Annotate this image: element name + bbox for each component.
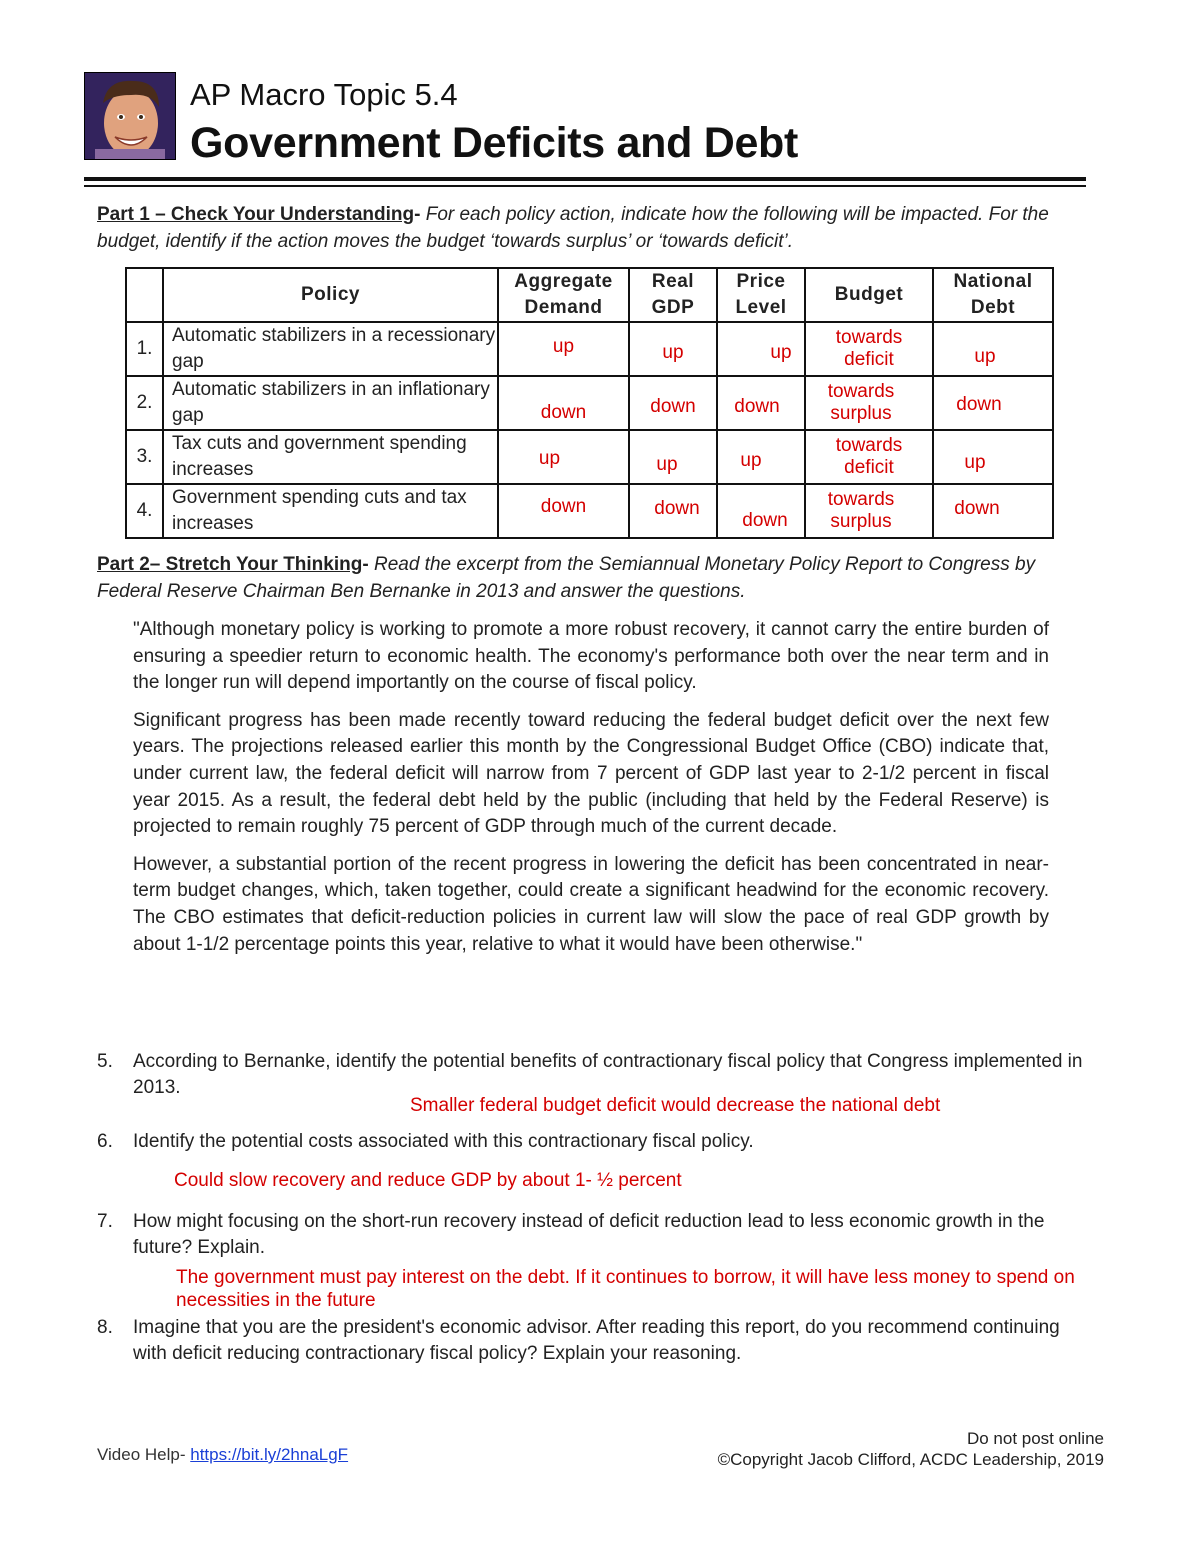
price-answer: up bbox=[770, 342, 792, 363]
national-debt-header: National Debt bbox=[933, 268, 1053, 322]
debt-answer: up bbox=[974, 346, 996, 367]
answer-5: Smaller federal budget deficit would decrease the national debt bbox=[410, 1095, 941, 1116]
part1-instructions: For each policy action, indicate how the following will be impacted. For the budget, identify if the action moves the budget ‘towards surplus’ or ‘towards deficit’. bbox=[97, 204, 1049, 252]
answer-7: The government must pay interest on the debt. If it continues to borrow, it will have less money to spend on necessities in the future bbox=[176, 1267, 1075, 1311]
question-text: How might focusing on the short-run recovery instead of deficit reduction lead to less economic growth in the future? Explain. bbox=[133, 1211, 1045, 1258]
ad-answer: down bbox=[540, 402, 587, 423]
gdp-answer-cell bbox=[629, 430, 717, 484]
table-row bbox=[126, 376, 1053, 430]
copyright-block bbox=[718, 1428, 1104, 1470]
page-title: Government Deficits and Debt bbox=[190, 119, 799, 167]
policy-header: Policy bbox=[163, 268, 498, 322]
author-face-image bbox=[85, 73, 175, 159]
topic-label: AP Macro Topic 5.4 bbox=[190, 77, 458, 112]
price-answer: up bbox=[740, 450, 762, 471]
gdp-answer: down bbox=[654, 498, 700, 519]
policy-cell: Tax cuts and government spending increases bbox=[163, 430, 498, 484]
header-divider-thin bbox=[84, 185, 1086, 187]
budget-answer: towards surplus bbox=[827, 489, 895, 532]
ad-answer: up bbox=[538, 448, 561, 469]
video-help-label: Video Help- bbox=[97, 1445, 191, 1464]
excerpt-paragraph: "Although monetary policy is working to promote a more robust recovery, it cannot carry the entire burden of ensuring a speedier return to economic health. The economy's performance both over the near term and in the longer run will depend importantly on the course of fiscal policy. bbox=[133, 619, 1049, 694]
debt-answer-cell bbox=[933, 322, 1053, 376]
debt-answer: up bbox=[964, 452, 986, 473]
price-answer-cell bbox=[717, 430, 805, 484]
budget-answer: towards surplus bbox=[827, 381, 895, 424]
budget-header: Budget bbox=[805, 268, 933, 322]
budget-answer-cell bbox=[805, 484, 933, 538]
real-gdp-header: Real GDP bbox=[629, 268, 717, 322]
part2-instructions: Read the excerpt from the Semiannual Monetary Policy Report to Congress by Federal Reserve Chairman Ben Bernanke in 2013 and answer the questions. bbox=[97, 554, 1036, 602]
excerpt-paragraph: Significant progress has been made recently toward reducing the federal budget deficit over the next few years. The projections released earlier this month by the Congressional Budget Office (CBO) indicate that, under current law, the federal deficit will narrow from 7 percent of GDP last year to 2-1/2 percent in fiscal year 2015. As a result, the federal debt held by the public (including that held by the Federal Reserve) is projected to remain roughly 75 percent of GDP through much of the current decade. bbox=[133, 709, 1049, 838]
budget-answer: towards deficit bbox=[835, 327, 903, 370]
price-answer: down bbox=[742, 510, 788, 531]
debt-answer-cell bbox=[933, 376, 1053, 430]
part2-heading: Part 2– Stretch Your Thinking bbox=[97, 554, 363, 575]
gdp-answer-cell bbox=[629, 484, 717, 538]
table-row bbox=[126, 322, 1053, 376]
row-number: 1. bbox=[126, 322, 163, 376]
gdp-answer: up bbox=[662, 342, 684, 363]
excerpt-paragraph: However, a substantial portion of the recent progress in lowering the deficit has been concentrated in near-term budget changes, which, taken together, could create a significant headwind for the economic recovery. The CBO estimates that deficit-reduction policies in current law will slow the pace of real GDP growth by about 1-1/2 percentage points this year, relative to what it would have been otherwise." bbox=[133, 853, 1049, 955]
question-text: According to Bernanke, identify the potential benefits of contractionary fiscal policy that Congress implemented in 2013. bbox=[133, 1051, 1083, 1098]
debt-answer: down bbox=[954, 498, 1000, 519]
question-number: 6. bbox=[97, 1131, 113, 1152]
debt-answer-cell bbox=[933, 430, 1053, 484]
policy-table bbox=[125, 267, 1054, 539]
ad-answer: down bbox=[540, 496, 587, 517]
aggregate-demand-header: Aggregate Demand bbox=[498, 268, 629, 322]
debt-answer-cell bbox=[933, 484, 1053, 538]
author-photo bbox=[84, 72, 176, 160]
policy-cell: Automatic stabilizers in an inflationary gap bbox=[163, 376, 498, 430]
gdp-answer: down bbox=[650, 396, 696, 417]
budget-answer: towards deficit bbox=[835, 435, 903, 478]
row-number: 3. bbox=[126, 430, 163, 484]
debt-answer: down bbox=[956, 394, 1002, 415]
budget-answer-cell bbox=[805, 376, 933, 430]
question-number: 5. bbox=[97, 1051, 113, 1072]
part2-intro: Part 2– Stretch Your Thinking- Read the excerpt from the Semiannual Monetary Policy Report to Congress by Federal Reserve Chairman Ben Bernanke in 2013 and answer the questions. bbox=[97, 554, 1036, 602]
part1-intro: Part 1 – Check Your Understanding- For each policy action, indicate how the following will be impacted. For the budget, identify if the action moves the budget ‘towards surplus’ or ‘towards deficit’. bbox=[97, 204, 1049, 252]
price-answer-cell bbox=[717, 376, 805, 430]
question-text: Imagine that you are the president's economic advisor. After reading this report, do you recommend continuing with deficit reducing contractionary fiscal policy? Explain your reasoning. bbox=[133, 1317, 1060, 1364]
table-row bbox=[126, 430, 1053, 484]
video-help-link[interactable]: https://bit.ly/2hnaLgF bbox=[190, 1445, 349, 1464]
ad-answer: up bbox=[552, 336, 575, 357]
gdp-answer: up bbox=[656, 454, 678, 475]
question-text: Identify the potential costs associated with this contractionary fiscal policy. bbox=[133, 1131, 754, 1152]
question-number: 7. bbox=[97, 1211, 113, 1232]
ad-answer-cell bbox=[498, 430, 629, 484]
price-answer-cell bbox=[717, 322, 805, 376]
price-level-header: Price Level bbox=[717, 268, 805, 322]
ad-answer-cell bbox=[498, 484, 629, 538]
question-7 bbox=[97, 1209, 1087, 1261]
price-answer: down bbox=[734, 396, 780, 417]
question-number: 8. bbox=[97, 1317, 113, 1338]
policy-cell: Automatic stabilizers in a recessionary gap bbox=[163, 322, 498, 376]
budget-answer-cell bbox=[805, 430, 933, 484]
budget-answer-cell bbox=[805, 322, 933, 376]
row-number: 2. bbox=[126, 376, 163, 430]
question-8 bbox=[97, 1315, 1087, 1367]
gdp-answer-cell bbox=[629, 376, 717, 430]
do-not-post-notice: Do not post online bbox=[966, 1429, 1104, 1448]
video-help bbox=[97, 1445, 348, 1465]
table-row bbox=[126, 484, 1053, 538]
part1-heading: Part 1 – Check Your Understanding bbox=[97, 204, 415, 225]
ad-answer-cell bbox=[498, 376, 629, 430]
num-header bbox=[126, 268, 163, 322]
copyright-text: ©Copyright Jacob Clifford, ACDC Leadership, 2019 bbox=[717, 1450, 1104, 1469]
ad-answer-cell bbox=[498, 322, 629, 376]
price-answer-cell bbox=[717, 484, 805, 538]
answer-6: Could slow recovery and reduce GDP by about 1- ½ percent bbox=[174, 1170, 682, 1191]
question-6 bbox=[97, 1129, 1087, 1155]
header-divider-thick bbox=[84, 177, 1086, 181]
bernanke-excerpt bbox=[133, 617, 1049, 969]
policy-cell: Government spending cuts and tax increases bbox=[163, 484, 498, 538]
row-number: 4. bbox=[126, 484, 163, 538]
gdp-answer-cell bbox=[629, 322, 717, 376]
table-header-row bbox=[126, 268, 1053, 322]
